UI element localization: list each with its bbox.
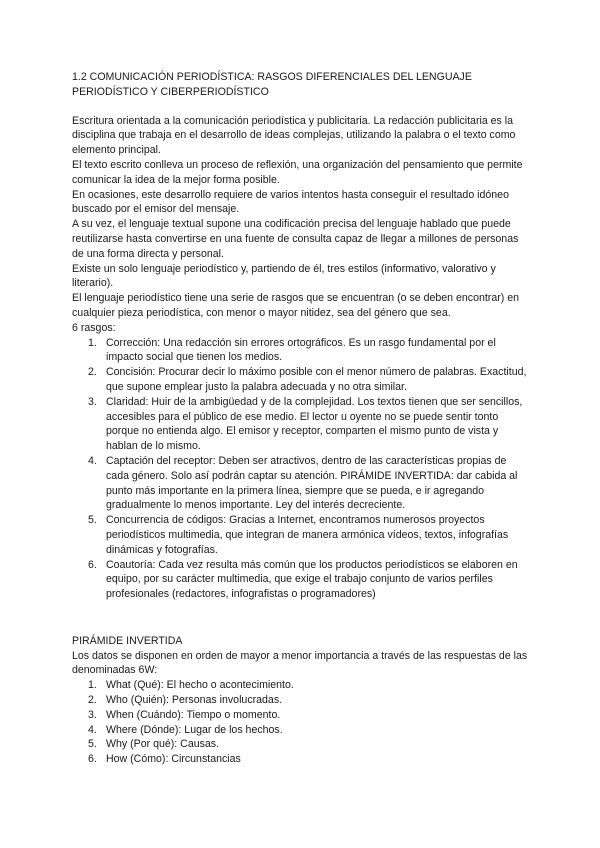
section-heading: PIRÁMIDE INVERTIDA (72, 634, 183, 647)
list-item (72, 678, 528, 693)
list-item (72, 737, 528, 752)
paragraph: Escritura orientada a la comunicación periodística y publicitaria. La redacción publicitaria es la disciplina que trabaja en el desarrollo de ideas complejas, utilizando la palabra o el texto como elemento principal. (72, 114, 516, 157)
list-item (72, 723, 528, 738)
list-number: 2. (88, 694, 97, 707)
list-number: 4. (88, 454, 97, 467)
list-item (72, 752, 528, 767)
paragraph: Existe un solo lenguaje periodístico y, partiendo de él, tres estilos (informativo, valorativo y literario). (72, 262, 496, 290)
page-title (72, 70, 528, 100)
title-line-1: 1.2 COMUNICACIÓN PERIODÍSTICA: RASGOS DIFERENCIALES DEL LENGUAJE (72, 71, 472, 83)
list-item (72, 513, 528, 557)
list-number: 5. (88, 514, 97, 527)
list-text: Corrección: Una redacción sin errores ortográficos. Es un rasgo fundamental por el impacto social que tienen los medios. (106, 336, 496, 364)
rasgos-label: 6 rasgos: (72, 321, 116, 334)
section-piramide (72, 634, 528, 767)
ws-list (72, 678, 528, 767)
list-text: Concurrencia de códigos: Gracias a Internet, encontramos numerosos proyectos periodísticos multimedia, que integran de manera armónica vídeos, textos, infografías dinámicas y fotografías. (106, 514, 509, 556)
list-number: 4. (88, 723, 97, 736)
list-number: 3. (88, 708, 97, 721)
list-number: 1. (88, 679, 97, 692)
section-intro: Los datos se disponen en orden de mayor a menor importancia a través de las respuestas de las denominadas 6W: (72, 649, 528, 677)
list-text: Claridad: Huir de la ambigüedad y de la complejidad. Los textos tienen que ser sencillos, accesibles para el público de ese medio. El lector u oyente no se puede sentir tonto porque no entienda algo. El emisor y receptor, comparten el mismo punto de vista y hablan de lo mismo. (106, 395, 523, 453)
list-item (72, 336, 528, 366)
paragraph: En ocasiones, este desarrollo requiere de varios intentos hasta conseguir el resultado idóneo buscado por el emisor del mensaje. (72, 188, 509, 216)
list-text: Why (Por qué): Causas. (106, 738, 220, 751)
list-text: Where (Dónde): Lugar de los hechos. (106, 723, 283, 736)
list-item (72, 558, 528, 602)
title-line-2: PERIODÍSTICO Y CIBERPERIODÍSTICO (72, 85, 269, 98)
list-text: Coautoría: Cada vez resulta más común que los productos periodísticos se elaboren en equipo, por su carácter multimedia, que exige el trabajo conjunto de varios perfiles profesionales (redactores, infografistas o programadores) (106, 558, 518, 601)
list-number: 3. (88, 395, 97, 408)
list-item (72, 365, 528, 395)
list-number: 1. (88, 336, 97, 349)
list-text: How (Cómo): Circunstancias (106, 753, 241, 766)
list-text: Who (Quién): Personas involucradas. (106, 694, 283, 707)
paragraph: A su vez, el lenguaje textual supone una codificación precisa del lenguaje hablado que puede reutilizarse hasta convertirse en una fuente de consulta capaz de llegar a millones de personas de una forma directa y personal. (72, 218, 519, 260)
list-number: 6. (88, 753, 97, 766)
list-text: When (Cuándo): Tiempo o momento. (106, 708, 281, 721)
list-text: What (Qué): El hecho o acontecimiento. (106, 679, 294, 692)
list-item (72, 395, 528, 454)
rasgos-list (72, 336, 528, 602)
paragraph: El texto escrito conlleva un proceso de reflexión, una organización del pensamiento que permite comunicar la idea de la mejor forma posible. (72, 158, 523, 186)
list-text: Concisión: Procurar decir lo máximo posible con el menor número de palabras. Exactitud, que supone emplear justo la palabra adecuada y no otra similar. (106, 366, 527, 393)
list-item (72, 693, 528, 708)
list-number: 6. (88, 558, 97, 571)
list-item (72, 454, 528, 513)
list-item (72, 708, 528, 723)
list-text: Captación del receptor: Deben ser atractivos, dentro de las características propias de cada género. Solo así podrán captar su atención. PIRÁMIDE INVERTIDA: dar cabida al punto más importante en la primera línea, siempre que se pueda, e ir agregando gradualmente lo menos importante. Ley del interés decreciente. (106, 454, 518, 512)
list-number: 5. (88, 738, 97, 751)
paragraph: El lenguaje periodístico tiene una serie de rasgos que se encuentran (o se deben encontrar) en cualquier pieza periodística, con menor o mayor nitidez, sea del género que sea. (72, 292, 519, 319)
list-number: 2. (88, 366, 97, 379)
